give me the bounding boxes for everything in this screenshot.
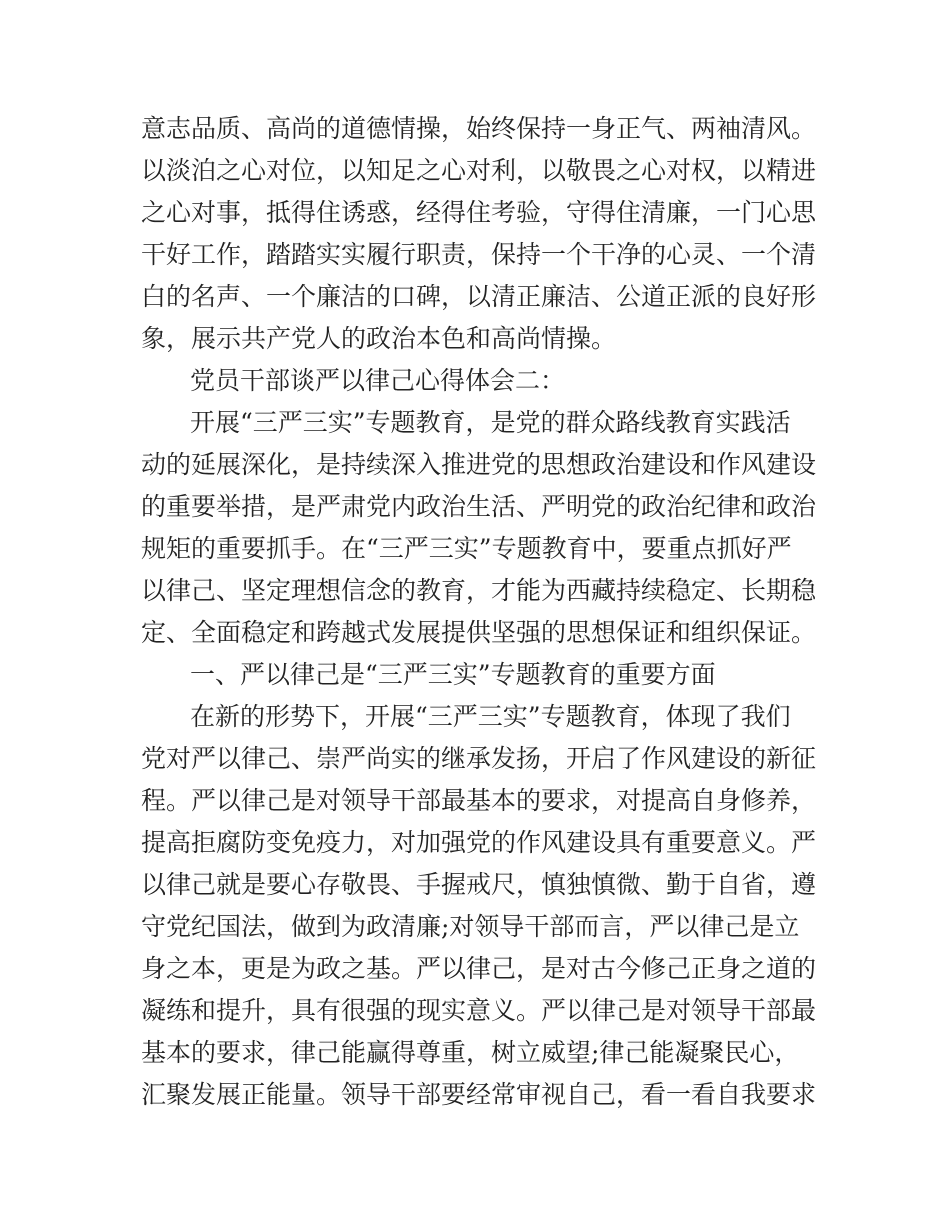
text-line: 党对严以律己、崇严尚实的继承发扬，开启了作风建设的新征 bbox=[141, 744, 817, 773]
text-line: 身之本，更是为政之基。严以律己，是对古今修己正身之道的 bbox=[141, 954, 817, 983]
text-line: 定、全面稳定和跨越式发展提供坚强的思想保证和组织保证。 bbox=[141, 618, 817, 647]
text-line: 的重要举措，是严肃党内政治生活、严明党的政治纪律和政治 bbox=[141, 492, 817, 521]
paragraph-first-line: 一、严以律己是“三严三实”专题教育的重要方面 bbox=[190, 660, 716, 689]
text-line: 程。严以律己是对领导干部最基本的要求，对提高自身修养， bbox=[141, 786, 817, 815]
text-line: 象，展示共产党人的政治本色和高尚情操。 bbox=[141, 324, 617, 353]
text-line: 守党纪国法，做到为政清廉;对领导干部而言，严以律己是立 bbox=[141, 912, 800, 941]
paragraph-first-line: 开展“三严三实”专题教育，是党的群众路线教育实践活 bbox=[190, 408, 791, 437]
text-line: 以律己、坚定理想信念的教育，才能为西藏持续稳定、长期稳 bbox=[141, 576, 817, 605]
paragraph-first-line: 在新的形势下，开展“三严三实”专题教育，体现了我们 bbox=[190, 702, 791, 731]
text-line: 规矩的重要抓手。在“三严三实”专题教育中，要重点抓好严 bbox=[141, 534, 792, 563]
body-text bbox=[141, 108, 821, 1116]
text-line: 凝练和提升，具有很强的现实意义。严以律己是对领导干部最 bbox=[141, 996, 817, 1025]
text-line: 基本的要求，律己能赢得尊重，树立威望;律己能凝聚民心， bbox=[141, 1038, 800, 1067]
text-line: 提高拒腐防变免疫力，对加强党的作风建设具有重要意义。严 bbox=[141, 828, 817, 857]
text-line: 以律己就是要心存敬畏、手握戒尺，慎独慎微、勤于自省，遵 bbox=[141, 870, 817, 899]
text-line: 干好工作，踏踏实实履行职责，保持一个干净的心灵、一个清 bbox=[141, 240, 817, 269]
text-line: 意志品质、高尚的道德情操，始终保持一身正气、两袖清风。 bbox=[141, 114, 817, 143]
text-line: 以淡泊之心对位，以知足之心对利，以敬畏之心对权，以精进 bbox=[141, 156, 817, 185]
text-line: 动的延展深化，是持续深入推进党的思想政治建设和作风建设 bbox=[141, 450, 817, 479]
text-line: 之心对事，抵得住诱惑，经得住考验，守得住清廉，一门心思 bbox=[141, 198, 817, 227]
paragraph-first-line: 党员干部谈严以律己心得体会二： bbox=[190, 366, 566, 395]
text-line: 汇聚发展正能量。领导干部要经常审视自己，看一看自我要求 bbox=[141, 1080, 817, 1109]
text-line: 白的名声、一个廉洁的口碑，以清正廉洁、公道正派的良好形 bbox=[141, 282, 817, 311]
